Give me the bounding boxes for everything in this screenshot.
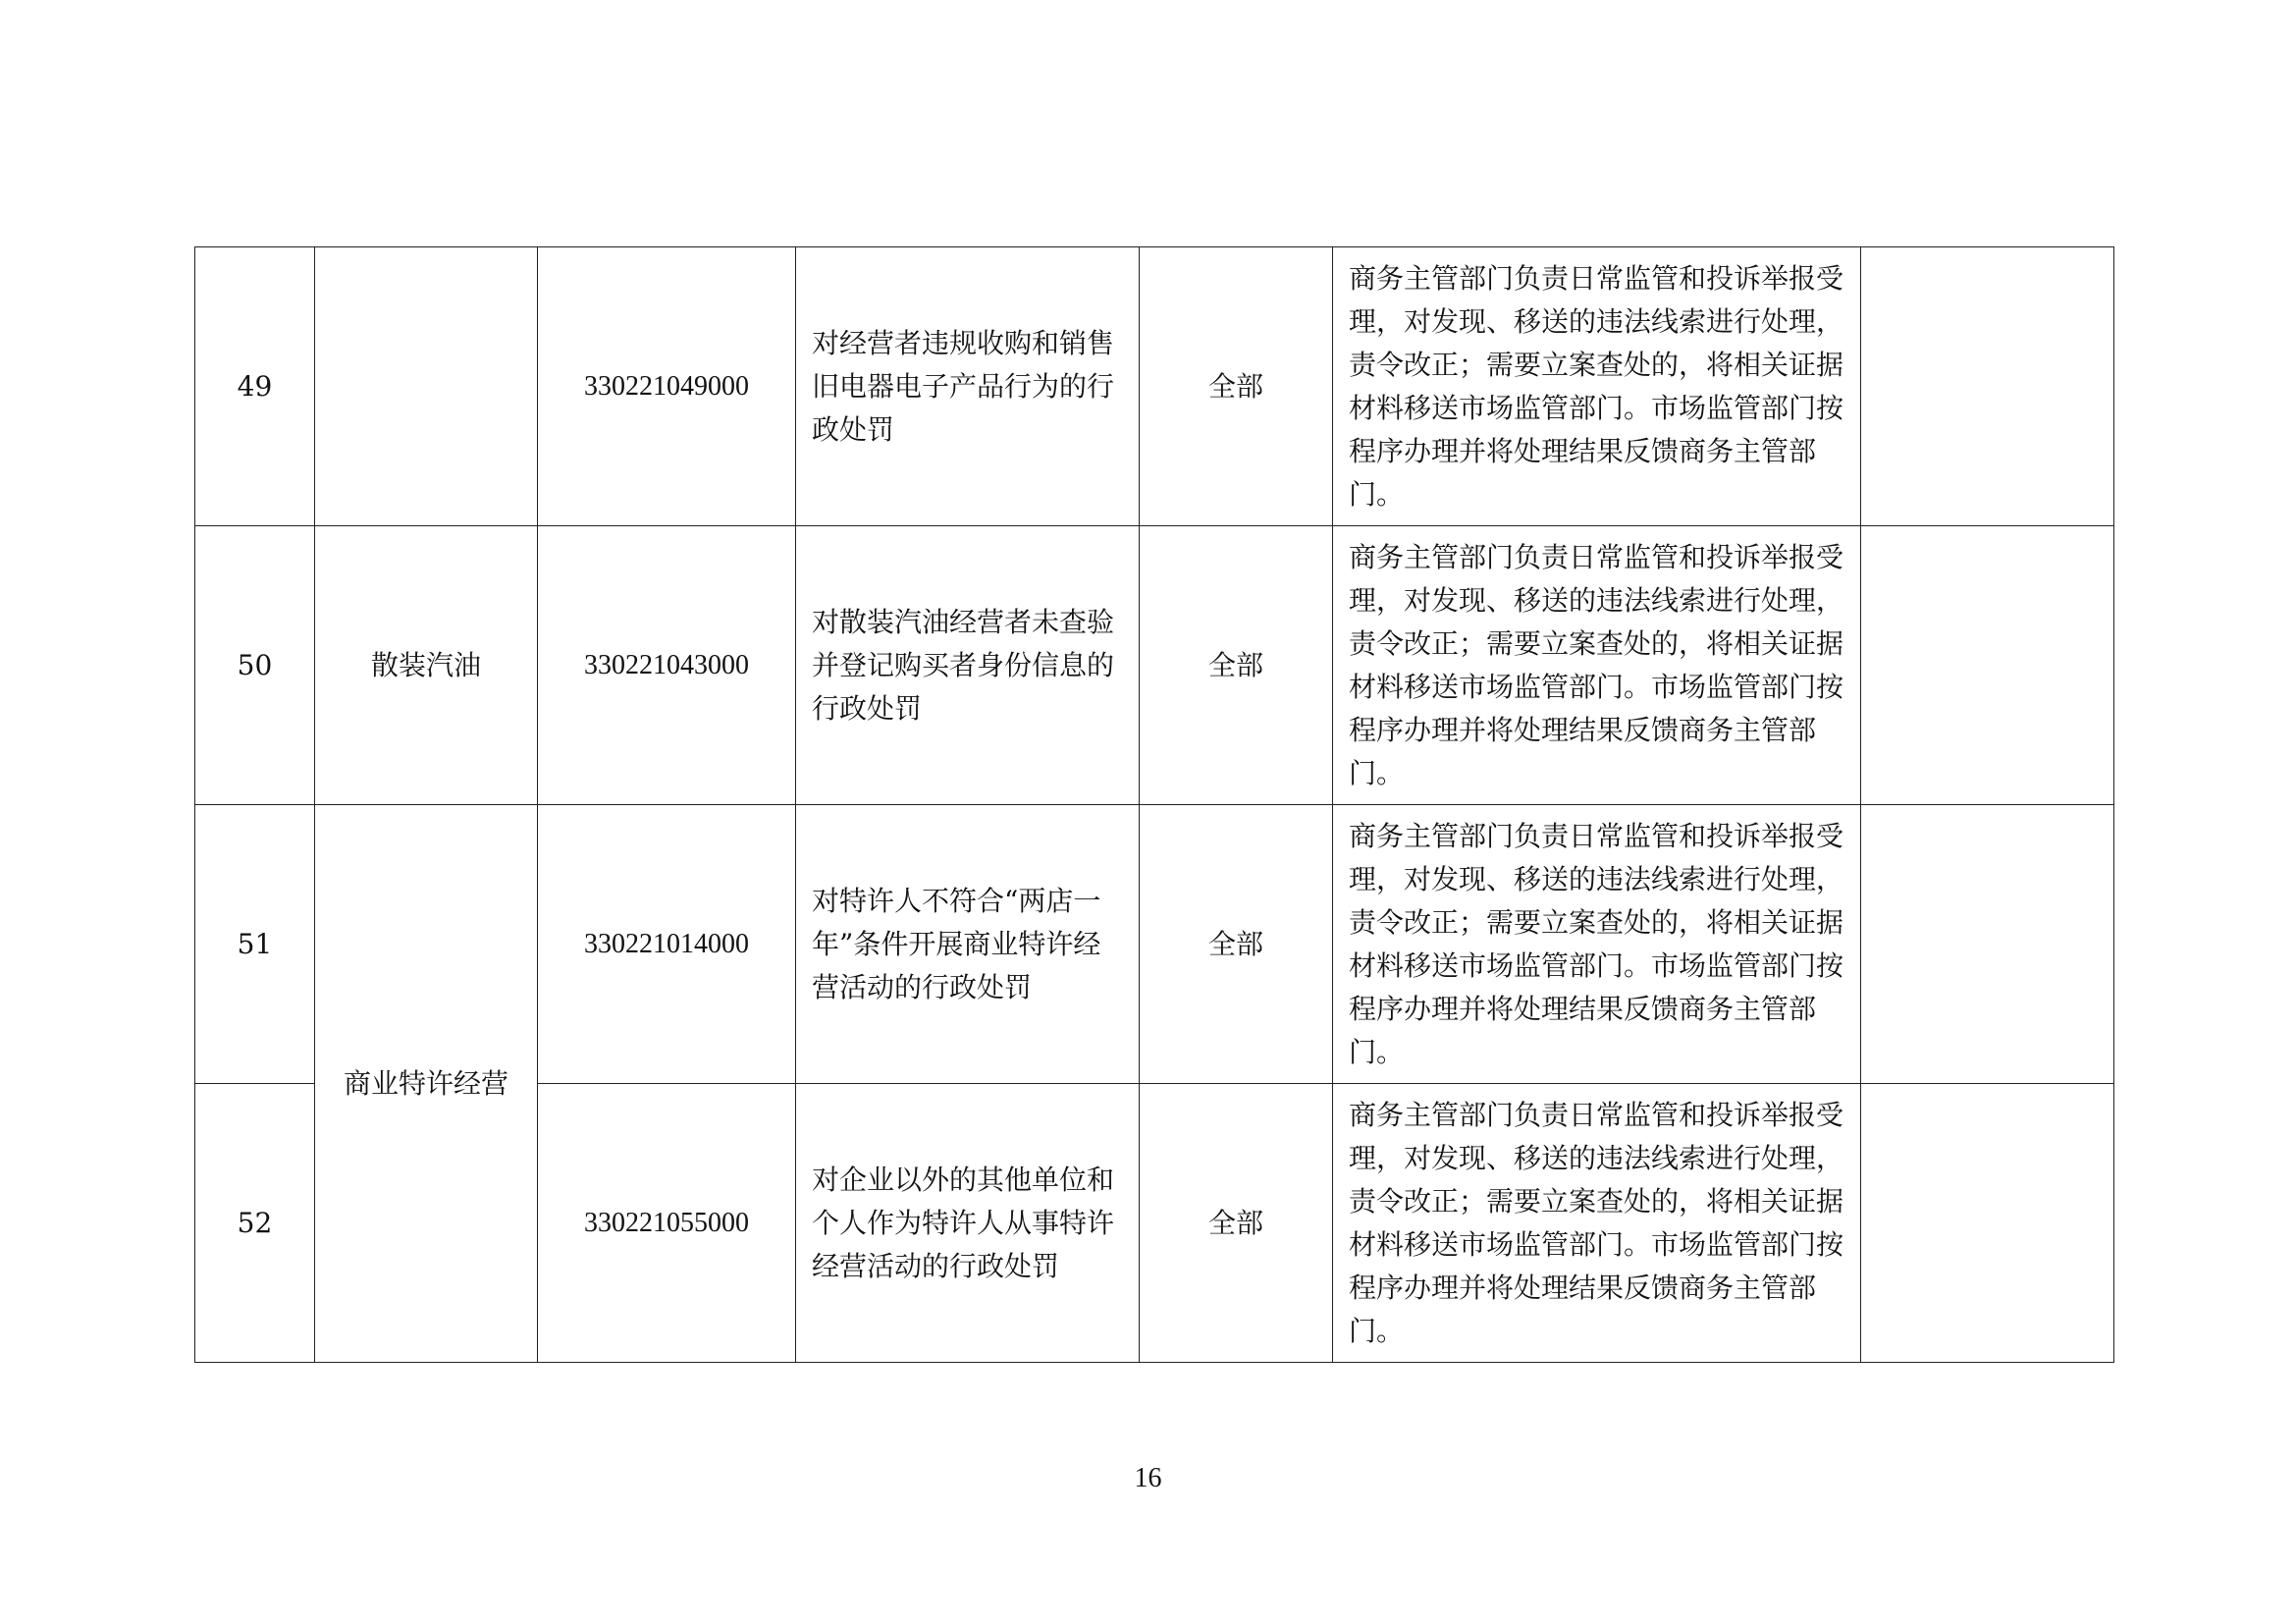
scope-cell: 全部 <box>1140 1084 1333 1363</box>
duty-description: 商务主管部门负责日常监管和投诉举报受理，对发现、移送的违法线索进行处理，责令改正；需要立案查处的，将相关证据材料移送市场监管部门。市场监管部门按程序办理并将处理结果反馈商务主管部门。 <box>1349 261 1844 511</box>
table-row <box>195 526 2114 805</box>
item-description: 对散装汽油经营者未查验并登记购买者身份信息的行政处罚 <box>812 605 1115 725</box>
item-description: 对企业以外的其他单位和个人作为特许人从事特许经营活动的行政处罚 <box>812 1163 1115 1282</box>
duty-cell <box>1333 1084 1861 1363</box>
scope-cell: 全部 <box>1140 805 1333 1084</box>
item-code: 330221014000 <box>538 805 796 1084</box>
row-number: 52 <box>195 1084 315 1363</box>
scope-cell: 全部 <box>1140 526 1333 805</box>
item-description: 对特许人不符合“两店一年”条件开展商业特许经营活动的行政处罚 <box>812 884 1101 1003</box>
item-description-cell <box>796 1084 1140 1363</box>
item-description-cell <box>796 526 1140 805</box>
category-cell: 散装汽油 <box>315 526 538 805</box>
category-cell: 商业特许经营 <box>315 805 538 1363</box>
table-row <box>195 805 2114 1084</box>
scope-cell: 全部 <box>1140 247 1333 526</box>
row-number: 49 <box>195 247 315 526</box>
duty-description: 商务主管部门负责日常监管和投诉举报受理，对发现、移送的违法线索进行处理，责令改正；需要立案查处的，将相关证据材料移送市场监管部门。市场监管部门按程序办理并将处理结果反馈商务主管部门。 <box>1349 1098 1844 1347</box>
row-number: 50 <box>195 526 315 805</box>
item-code: 330221049000 <box>538 247 796 526</box>
item-code: 330221043000 <box>538 526 796 805</box>
page-number: 16 <box>1134 1463 1162 1493</box>
note-cell <box>1861 805 2114 1084</box>
item-description: 对经营者违规收购和销售旧电器电子产品行为的行政处罚 <box>812 326 1115 446</box>
category-cell <box>315 247 538 526</box>
note-cell <box>1861 247 2114 526</box>
table-row <box>195 247 2114 526</box>
duty-description: 商务主管部门负责日常监管和投诉举报受理，对发现、移送的违法线索进行处理，责令改正；需要立案查处的，将相关证据材料移送市场监管部门。市场监管部门按程序办理并将处理结果反馈商务主管部门。 <box>1349 540 1844 789</box>
item-description-cell <box>796 247 1140 526</box>
duty-cell <box>1333 247 1861 526</box>
enforcement-items-table <box>194 246 2114 1363</box>
note-cell <box>1861 1084 2114 1363</box>
item-code: 330221055000 <box>538 1084 796 1363</box>
duty-cell <box>1333 805 1861 1084</box>
row-number: 51 <box>195 805 315 1084</box>
item-description-cell <box>796 805 1140 1084</box>
note-cell <box>1861 526 2114 805</box>
duty-description: 商务主管部门负责日常监管和投诉举报受理，对发现、移送的违法线索进行处理，责令改正；需要立案查处的，将相关证据材料移送市场监管部门。市场监管部门按程序办理并将处理结果反馈商务主管部门。 <box>1349 819 1844 1068</box>
duty-cell <box>1333 526 1861 805</box>
